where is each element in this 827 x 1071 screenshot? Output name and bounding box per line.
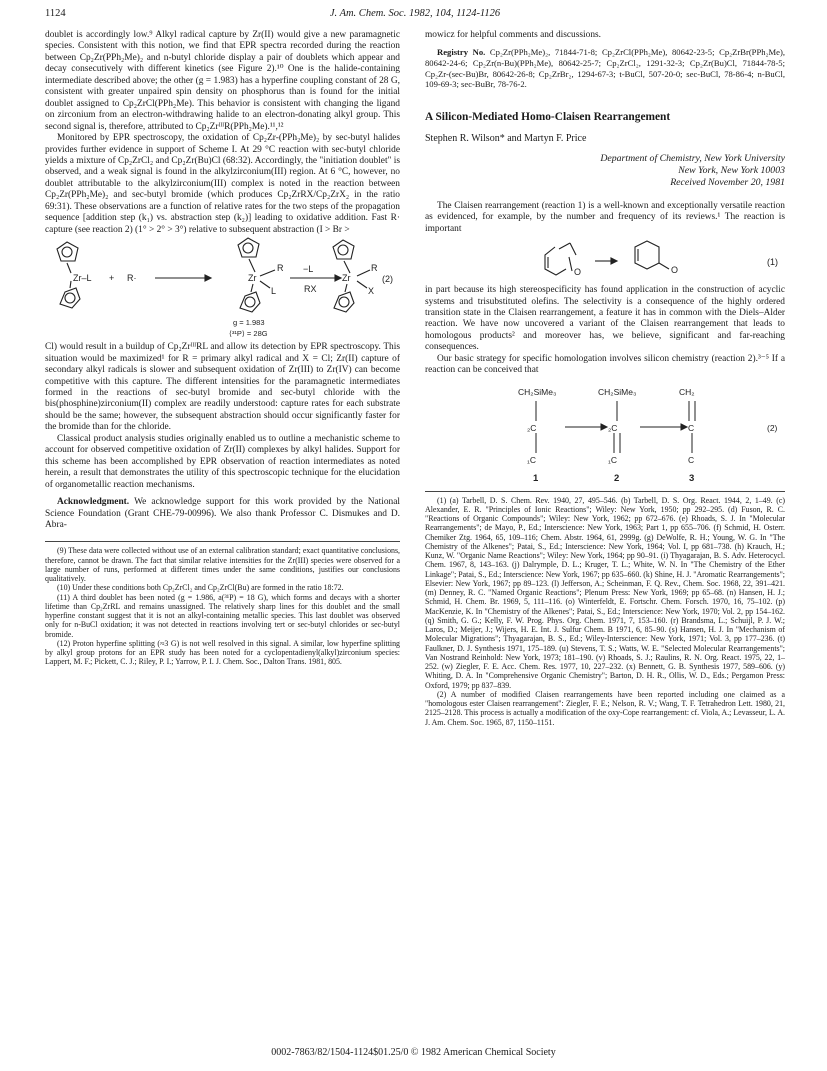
homolog-3-ch2: CH₂ — [679, 386, 695, 397]
footnote-1: (1) (a) Tarbell, D. S. Chem. Rev. 1940, 27, 495–546. (b) Tarbell, D. S. Org. React. 1944, 2, 1–49. (c) Alexander, E. R. "Principles of Ionic Reactions"; Wiley: New York, 1950; pp 292–295. (d) Fuson, R. C. "Reactions of Organic Compounds"; Wiley: New York, 1962; pp 672–676. (e) Rhoads, S. J. In "Molecular Rearrangements"; de Mayo, P., Ed.; Interscience: New York, 1963; Part 1, pp 655–706. (f) Schmid, H. Osterr. Chemiker Ztg. 1964, 65, 109–116; Chem. Abstr. 1964, 61, 2999g. (g) DeWolfe, R. H.; Young, W. G. In "The Chemistry of the Alkenes"; Patai, S., Ed.; Interscience: New York, 1964; Vol. I, pp 681–738. (h) Krauch, H.; Kunz, W. "Organic Name Reactions"; Wiley: New York, 1964; pp 90–91. (i) Thyagarajan, B. S. Adv. Heterocycl. Chem. 1967, 8, 143–163. (j) Dalrymple, D. L.; Kruger, T. L.; White, W. N. In "The Chemistry of the Ether Linkage"; Patai, S., Ed.; Interscience: New York, 1967; pp 635–660. (k) Shine, H. J. "Aromatic Rearrangements"; Elsevier: New York, 1967; pp 89–123. (l) Jefferson, A.; Scheinman, F. Q. Rev., Chem. Soc. 1968, 22, 391–421. (m) Denney, R. C. "Named Organic Reactions"; Plenum Press: New York, 1969; pp 65–68. (n) Hansen, H. J.; Schmid, H. Chem. Br. 1969, 5, 111–116. (o) Winterfeldt, E. Fortschr. Chem. Forsch. 1970, 16, 75–102. (p) MacKenzie, K. In "Chemistry of the Alkenes"; Patai, S., Ed.; Interscience: New York, 1970; Vol. 2, pp 154–162. (q) Smith, G. G.; Kelly, F. W. Prog. Phys. Org. Chem. 1971, 7, 153–160. (r) Brandsma, L.; Schuijl, P. J. W.; Laros, D.; Meijer, J.; Wijers, H. E. Int. J. Sulfur Chem. B 1971, 6, 85–90. (s) Hansen, H. J. In "Mechanism of Molecular Migrations"; Thyagarajan, B. S., Ed.; Wiley-Interscience: New York, 1971; Vol. 3, pp 177–236. (t) Faulkner, D. J. Synthesis 1971, 175–189. (u) Stevens, T. S.; Watts, W. E. "Selected Molecular Rearrangements"; Van Nostrand Reinhold: New York, 1973; 181–190. (v) Rhoads, S. J.; Raulins, R. N. Org. React. 1975, 22, 1–252. (w) Ziegler, F. E. Acc. Chem. Res. 1977, 10, 227–232. (x) Bennett, G. B. Synthesis 1977, 589–606. (y) Whiting, D. A. In "Comprehensive Organic Chemistry"; Barton, D. H. R., Ollis, W. D., Eds.; Pergamon Press: Oxford, 1979; pp 837–839. — [425, 495, 785, 690]
compound-2-label: 2 — [614, 472, 620, 484]
right-paragraph-1: mowicz for helpful comments and discussions. — [425, 30, 602, 40]
right-paragraph-4: Our basic strategy for specific homologation involves silicon chemistry (reaction 2).³⁻⁵ If a reaction can be conceived that — [425, 353, 785, 376]
right-footnotes — [425, 491, 785, 727]
homolog-eq-number: (2) — [767, 422, 778, 433]
page-number: 1124 — [45, 8, 66, 19]
scheme-a-value: ⟨³¹P⟩ = 28G — [229, 329, 268, 339]
footnote-10: (10) Under these conditions both Cp₂ZrCl₂ and Cp₂ZrCl(Bu) are formed in the ratio 18:72. — [57, 583, 344, 593]
left-footnotes — [45, 541, 400, 666]
reaction-2-scheme — [45, 236, 400, 342]
homolog-1-c1: ₁C — [527, 454, 537, 465]
scheme-g-value: g = 1.983 — [233, 318, 265, 328]
footnote-11: (11) A third doublet has been noted (g = 1.986, a(³¹P) = 18 G), which forms and decays with a shorter lifetime than Cp₂ZrRL and remains unassigned. The relatively sharp lines for this doublet and the small hyperfine constant suggest that it is not an alkyl-containing metallic species. This last doublet was observed only for n-BuCl oxidation; it was not detected in reactions involving tert or sec-butyl chlorides or sec-butyl bromide. — [45, 592, 400, 639]
homolog-1-ch2sime3: CH₂SiMe₃ — [518, 386, 557, 397]
reaction-2-homologation-scheme — [425, 377, 785, 487]
scheme-zr-1: Zr — [248, 273, 257, 284]
scheme-rx: RX — [304, 284, 317, 295]
reaction-1-eq-number: (1) — [767, 257, 778, 268]
homolog-2-ch2sime3: CH₂SiMe₃ — [598, 386, 637, 397]
compound-3-label: 3 — [689, 472, 695, 484]
right-column — [425, 30, 785, 727]
scheme-r-2: R — [371, 263, 378, 274]
footnote-9: (9) These data were collected without use of an external calibration standard; exact quantitative conclusions, therefore, cannot be drawn. The fact that similar relative intensities for the Zr(III) species were observed for a large number of runs, performed at different times under the same conditions, justifies our conclusions qualitatively. — [45, 546, 400, 584]
right-paragraph-3: in part because its high stereospecificity has found application in the construction of acyclic systems and trisubstituted olefins. The selectivity is a consequence of the highly ordered transition state in the Claisen rearrangement, a feature it has in common with the Diels–Alder reaction. We have now uncovered a variant of the Claisen rearrangement that leads to homologous products² and moreover has, we believe, significant and far-reaching consequences. — [425, 285, 785, 353]
acknowledgment — [45, 497, 400, 531]
reaction-1-oxygen-2: O — [671, 265, 679, 276]
registry-label: Registry No. — [437, 47, 486, 58]
scheme-zr-2: Zr — [342, 273, 351, 284]
homolog-3-c1: C — [688, 454, 695, 465]
scheme-r-1: R — [277, 263, 284, 274]
acknowledgment-label: Acknowledgment. — [57, 497, 130, 508]
reaction-1-oxygen-1: O — [574, 267, 582, 278]
reaction-2-drawing — [45, 236, 400, 342]
scheme-radical: R· — [127, 273, 137, 284]
journal-citation: J. Am. Chem. Soc. 1982, 104, 1124-1126 — [329, 8, 501, 19]
page-footer: 0002-7863/82/1504-1124$01.25/0 © 1982 American Chemical Society — [271, 1047, 556, 1058]
scheme-plus: + — [109, 273, 115, 284]
homolog-2-c2: ₂C — [608, 422, 618, 433]
article-title: A Silicon-Mediated Homo-Claisen Rearrangement — [425, 110, 671, 123]
received-date: Received November 20, 1981 — [670, 176, 785, 188]
left-paragraph-3: Cl) would result in a buildup of Cp₂ZrᴵᴵᴵRL and allow its detection by EPR spectroscopy. This situation would be maximized¹ for R = primary alkyl radical and X = Cl; Zr(II) capture of secondary alkyl radicals is slower and subsequent oxidation of Zr(III) to Zr(IV) can become competitive with this capture. The different intensities for the paramagnetic intermediates formed in the reactions of sec-butyl bromide and sec-butyl chloride with the bis(phosphine)zirconium(II) complex are readily understood: capture rates for each substrate should be the same; however, the subsequent abstraction should occur significantly faster for the bromide than for the chloride. — [45, 342, 400, 433]
affiliation — [425, 153, 785, 189]
reaction-2-homologation-drawing — [425, 377, 785, 487]
affiliation-department: Department of Chemistry, New York University — [600, 152, 785, 164]
scheme-eq-number: (2) — [382, 274, 393, 285]
article-authors: Stephen R. Wilson* and Martyn F. Price — [425, 133, 587, 145]
reaction-1-drawing — [425, 235, 785, 285]
homolog-1-c2: ₂C — [527, 422, 537, 433]
footnote-2: (2) A number of modified Claisen rearrangements have been reported including one claimed as a "homologous ester Claisen rearrangement": Ziegler, F. E.; Nelson, R. V.; Wang, T. F. Tetrahedron Lett. 1980, 21, 2125–2128. This process is actually a modification of the oxy-Cope rearrangement: cf. Viola, A.; Levasseur, L. A. J. Am. Chem. Soc. 1965, 87, 1150–1151. — [425, 689, 785, 727]
registry-text: Cp₂Zr(PPh₂Me)₂, 71844-71-8; Cp₂ZrCl(PPh₂Me), 80642-23-5; Cp₂ZrBr(PPh₂Me), 80642-24-6; Cp₂Zr(n-Bu)(PPh₂Me), 80642-25-7; Cp₂ZrCl₂, 1291-32-3; Cp₂Zr(Bu)Cl, 71844-78-5; Cp₂Zr-(sec-Bu)Br, 80642-26-8; Cp₂ZrBr₂, 1294-67-3; t-BuCl, 507-20-0; sec-BuCl, 78-86-4; n-BuCl, 109-69-3; sec-BuBr, 78-76-2. — [425, 47, 785, 90]
acknowledgment-text: We acknowledge support for this work provided by the National Science Foundation (Grant CHE-79-00996). We also thank Professor C. Dismukes and D. Abra- — [45, 497, 400, 530]
homolog-3-c: C — [688, 422, 695, 433]
affiliation-city: New York, New York 10003 — [678, 164, 785, 176]
homolog-2-c1: ₁C — [608, 454, 618, 465]
left-paragraph-4: Classical product analysis studies originally enabled us to outline a mechanistic scheme to account for observed competitive oxidation of Zr(II) complexes by alkyl halides. Support for this scheme has been accomplished by EPR observation of reaction intermediates as noted herein, a result that demonstrates the utility of this spectroscopic technique for the elucidation of organometallic reaction mechanisms. — [45, 433, 400, 490]
left-paragraph-2: Monitored by EPR spectroscopy, the oxidation of Cp₂Zr-(PPh₂Me)₂ by sec-butyl halides provides further evidence in support of Scheme I. At 29 °C reaction with sec-butyl chloride yields a mixture of Cp₂ZrCl₂ and Cp₂Zr(Bu)Cl (68:32). Accordingly, the "initiation doublet" is observed, and a weak signal is found in the alkylzirconium(III) region. At 6 °C, however, no doublet attributable to the alkylzirconium(III) complex is noted in the reaction between Cp₂Zr(PPh₂Me)₂ and sec-butyl bromide (which produces Cp₂ZrRX/Cp₂ZrX₂ in the ratio 69:31). These observations are a function of relative rates for the two steps of the propagation sequence [addition step (k₁) vs. abstraction step (k₂)] leading to oxidative addition. Fast R· capture (see reaction 2) (1° > 2° > 3°) relative to subsequent abstraction (I > Br > — [45, 133, 400, 235]
scheme-l-1: L — [271, 286, 277, 297]
compound-1-label: 1 — [533, 472, 539, 484]
page-header — [45, 8, 785, 24]
right-paragraph-2: The Claisen rearrangement (reaction 1) is a well-known and exceptionally versatile reaction as evidenced, for example, by the number and frequency of its reviews.¹ The reaction is important — [425, 200, 785, 234]
left-paragraph-1: doublet is accordingly low.⁹ Alkyl radical capture by Zr(II) would give a new paramagnetic species. Consistent with this notion, we find that EPR spectra recorded during the reaction between Cp₂Zr(PPh₂Me)₂ and n-butyl chloride display a pair of doublets which appear and decay consecutively with different kinetics (see Figure 2).¹⁰ One is the halide-containing intermediate described above; the other (g = 1.983) has a hyperfine coupling constant of 28 G, consistent with greater unpaired spin density on phosphorus than is found for the initial doublet assigned to Cp₂ZrCl(PPh₂Me). This behavior is consistent with changing the ligand on zirconium from an electron-withdrawing halide to an electron-donating alkyl group. This second signal is, therefore, attributed to Cp₂ZrᴵᴵᴵR(PPh₂Me).¹¹,¹² — [45, 30, 400, 132]
scheme-zr-l: Zr–L — [73, 273, 92, 284]
scheme-minus-l: −L — [303, 264, 314, 275]
left-column — [45, 30, 400, 667]
registry-numbers — [425, 47, 785, 89]
footnote-12: (12) Proton hyperfine splitting (≈3 G) is not well resolved in this signal. A similar, low hyperfine splitting by alkyl group protons for an EPR study has been noted for a cyclopentadienyl(alkyl)zirconium species: Lappert, M. F.; Pickett, C. J.; Riley, P. I.; Yarrow, P. I. J. Chem. Soc., Dalton Trans. 1981, 805. — [45, 638, 400, 667]
scheme-x-2: X — [368, 286, 375, 297]
reaction-1-scheme — [425, 235, 785, 285]
